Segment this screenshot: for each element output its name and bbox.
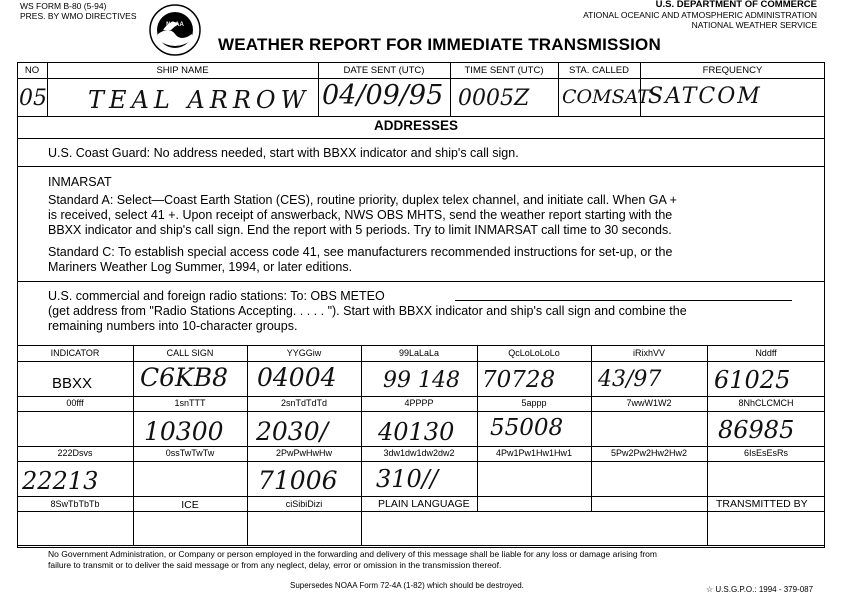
grid-label: 0ssTwTwTw: [165, 448, 215, 458]
divider: [17, 396, 825, 397]
time-sent-value: 0005Z: [458, 86, 530, 111]
grid-label: 8SwTbTbTb: [50, 499, 100, 509]
grid-label: 1snTTT: [174, 398, 206, 408]
col-header-date-sent: DATE SENT (UTC): [343, 65, 425, 76]
grid-label: 6IsEsEsRs: [743, 448, 788, 458]
transmitted-by-label: TRANSMITTED BY: [716, 498, 808, 510]
radio-stations-line-2: (get address from "Radio Stations Accepting. . . . . "). Start with BBXX indicator and ship's call sign and combine the: [48, 304, 687, 318]
gpo-imprint: ☆ U.S.G.P.O.: 1994 - 379-087: [706, 585, 814, 594]
form-title: WEATHER REPORT FOR IMMEDIATE TRANSMISSION: [218, 35, 661, 54]
divider: [17, 361, 825, 362]
grid-value: 10300: [144, 417, 224, 446]
col-header-station-called: STA. CALLED: [568, 65, 629, 76]
noaa-logo: [149, 4, 201, 56]
col-header-time-sent: TIME SENT (UTC): [464, 65, 544, 76]
grid-value: 40130: [378, 418, 455, 446]
grid-value: 2030/: [256, 417, 329, 446]
ship-name-value: TEAL ARROW: [88, 86, 311, 114]
grid-value: 61025: [714, 366, 791, 394]
grid-label: ICE: [181, 499, 199, 511]
grid-label: 7wwW1W2: [626, 398, 672, 408]
coast-guard-text: U.S. Coast Guard: No address needed, start with BBXX indicator and ship's call sign.: [48, 146, 519, 160]
grid-label: Nddff: [755, 348, 777, 358]
divider: [247, 345, 248, 511]
divider: [17, 496, 825, 497]
col-header-ship-name: SHIP NAME: [156, 65, 209, 76]
grid-value: 43/97: [598, 367, 662, 392]
col-header-no: NO: [24, 65, 40, 76]
divider: [17, 446, 825, 447]
grid-value: 71006: [258, 466, 338, 495]
grid-label: 5appp: [521, 398, 547, 408]
standard-c-line-1: Standard C: To establish special access code 41, see manufacturers recommended instructions for set-up, or the: [48, 245, 673, 259]
standard-a-line-1: Standard A: Select—Coast Earth Station (CES), routine priority, duplex telex channel, and initiate call. When GA +: [48, 193, 677, 207]
grid-value: 22213: [22, 467, 99, 495]
divider: [17, 461, 825, 462]
grid-value: 04004: [257, 363, 337, 392]
divider: [707, 345, 708, 511]
addresses-heading: ADDRESSES: [374, 118, 459, 133]
inmarsat-heading: INMARSAT: [48, 175, 112, 189]
divider: [17, 411, 825, 412]
grid-label: 5Pw2Pw2Hw2Hw2: [610, 448, 688, 458]
grid-value: 310//: [376, 465, 438, 493]
divider: [17, 511, 825, 512]
radio-stations-line-3: remaining numbers into 10-character groups.: [48, 319, 298, 333]
disclaimer-line-1: No Government Administration, or Company or person employed in the forwarding and delivery of this message shall be liable for any loss or damage arising from: [48, 549, 657, 559]
grid-label: 3dw1dw1dw2dw2: [383, 448, 455, 458]
station-called-value: COMSAT: [562, 86, 650, 108]
service-name: NATIONAL WEATHER SERVICE: [691, 20, 817, 30]
divider: [17, 138, 825, 139]
grid-label: INDICATOR: [50, 348, 100, 358]
grid-label: 222Dsvs: [57, 448, 93, 458]
grid-label: YYGGiw: [286, 348, 322, 358]
supersedes-note: Supersedes NOAA Form 72-4A (1-82) which should be destroyed.: [290, 581, 524, 590]
agency-name: ATIONAL OCEANIC AND ATMOSPHERIC ADMINISTRATION: [583, 10, 817, 20]
grid-value: 70728: [482, 367, 556, 393]
grid-value: C6KB8: [140, 363, 228, 392]
grid-label: iRixhVV: [632, 348, 665, 358]
divider: [17, 78, 825, 79]
disclaimer-line-2: failure to transmit or to deliver the said message or from any neglect, delay, error or omission in the transmission thereof.: [48, 560, 502, 570]
divider: [133, 345, 134, 511]
dept-name: U.S. DEPARTMENT OF COMMERCE: [655, 0, 817, 10]
divider: [17, 345, 825, 346]
frequency-value: SATCOM: [648, 84, 762, 109]
grid-value: 99 148: [383, 368, 460, 393]
obs-meteo-blank-line: [455, 300, 792, 301]
grid-label: 2snTdTdTd: [280, 398, 328, 408]
report-number: 05: [19, 86, 47, 111]
standard-c-line-2: Mariners Weather Log Summer, 1994, or later editions.: [48, 260, 353, 274]
divider: [17, 166, 825, 167]
grid-label: 4Pw1Pw1Hw1Hw1: [495, 448, 573, 458]
grid-label: ciSibiDizi: [285, 499, 323, 509]
divider: [361, 496, 362, 545]
grid-label: QcLoLoLoLo: [508, 348, 560, 358]
radio-stations-line-1: U.S. commercial and foreign radio stations: To: OBS METEO: [48, 289, 385, 303]
standard-a-line-2: is received, select 41 +. Upon receipt of answerback, NWS OBS MHTS, send the weather report starting with the: [48, 208, 673, 222]
grid-label: 8NhCLCMCH: [738, 398, 794, 408]
divider: [17, 116, 825, 117]
grid-value: BBXX: [52, 375, 93, 392]
col-header-frequency: FREQUENCY: [702, 65, 763, 76]
plain-language-label: PLAIN LANGUAGE: [378, 498, 470, 510]
grid-value: 86985: [718, 416, 795, 444]
grid-label: 99LaLaLa: [398, 348, 440, 358]
divider: [591, 345, 592, 511]
divider: [707, 496, 708, 545]
grid-label: 00fff: [66, 398, 84, 408]
grid-label: 2PwPwHwHw: [275, 448, 332, 458]
noaa-logo-text: NOAA: [166, 22, 184, 28]
divider: [17, 545, 825, 546]
grid-value: 55008: [490, 415, 564, 441]
grid-label: CALL SIGN: [166, 348, 214, 358]
divider: [17, 281, 825, 282]
date-sent-value: 04/09/95: [322, 80, 444, 111]
standard-a-line-3: BBXX indicator and ship's call sign. End the report with 5 periods. Try to limit INMARSAT call time to 30 seconds.: [48, 223, 672, 237]
grid-label: 4PPPP: [404, 398, 434, 408]
form-id: WS FORM B-80 (5-94): [20, 1, 107, 11]
divider: [477, 345, 478, 511]
pres-directive: PRES. BY WMO DIRECTIVES: [20, 11, 137, 21]
divider: [361, 345, 362, 511]
